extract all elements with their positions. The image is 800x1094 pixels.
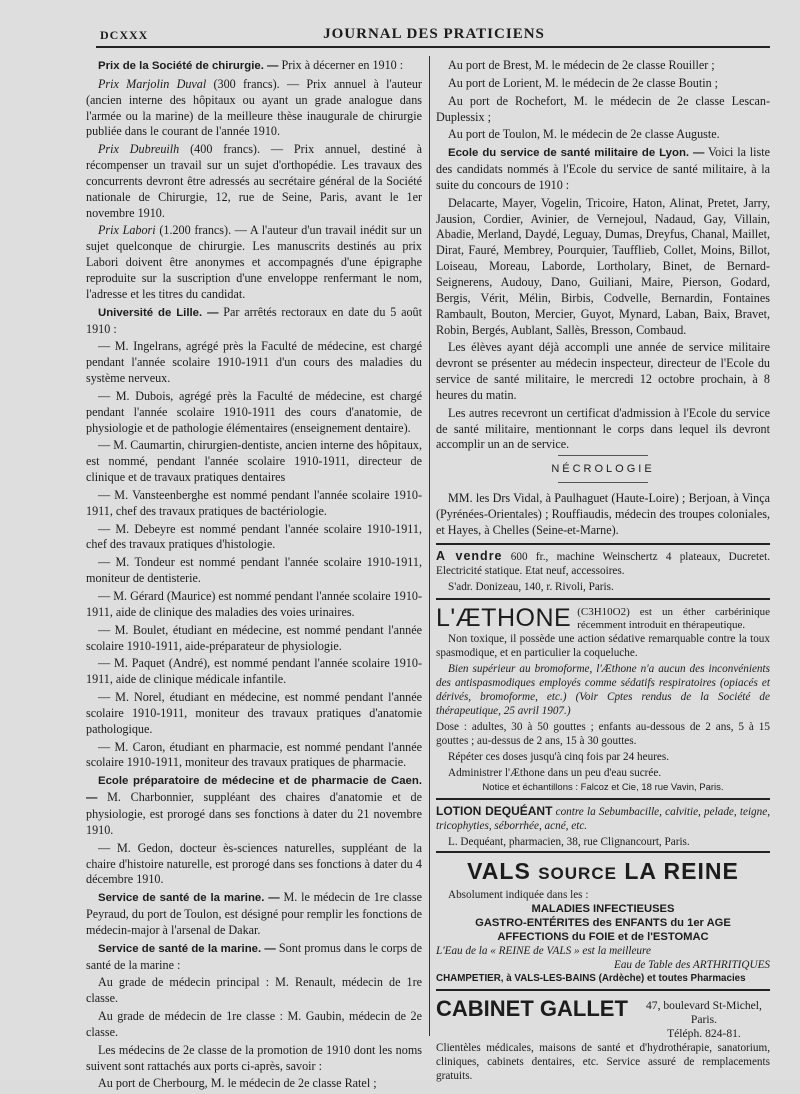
paragraph: Au grade de médecin principal : M. Renault, médecin de 1re classe. xyxy=(86,975,422,1006)
lotion-address: L. Dequéant, pharmacien, 38, rue Clignancourt, Paris. xyxy=(448,835,690,848)
paragraph: Université de Lille. — Par arrêtés rectoraux en date du 5 août 1910 : xyxy=(86,304,422,336)
ad-separator xyxy=(436,543,770,545)
paragraph: Au port de Toulon, M. le médecin de 2e classe Auguste. xyxy=(448,127,720,142)
paragraph: Prix de la Société de chirurgie. — Prix à décerner en 1910 : xyxy=(98,58,404,72)
paragraph: Au grade de médecin de 1re classe : M. Gaubin, médecin de 2e classe. xyxy=(86,1009,422,1039)
paragraph: — M. Gérard (Maurice) est nommé pendant l'année scolaire 1910-1911, aide de clinique des maladies des voies urinaires. xyxy=(86,589,422,619)
paragraph: — M. Norel, étudiant en médecine, est nommé pendant l'année scolaire 1910-1911, moniteur des travaux pratiques d'anatomie pathologique. xyxy=(86,690,422,736)
aethone-text: Non toxique, il possède une action sédative remarquable contre la toux spasmodique, et en particulier la coqueluche. xyxy=(436,632,770,659)
gallet-text: Clientèles médicales, maisons de santé et d'hydrothérapie, sanatorium, cliniques, cabinets dentaires, etc. Service assuré de remplacements gratuits. xyxy=(436,1041,770,1082)
paragraph: Au port de Rochefort, M. le médecin de 2e classe Lescan-Duplessix ; xyxy=(436,93,770,124)
necrology-title: NÉCROLOGIE xyxy=(551,463,655,476)
aethone-repeat: Répéter ces doses jusqu'à cinq fois par 24 heures. xyxy=(448,750,670,763)
paragraph: Service de santé de la marine. — Sont promus dans le corps de santé de la marine : xyxy=(86,940,422,972)
page-header xyxy=(100,26,768,46)
necrology-rule xyxy=(558,455,648,456)
vals-line: MALADIES INFECTIEUSES xyxy=(531,902,675,915)
vals-title: VALS SOURCE LA REINE xyxy=(467,857,739,884)
ad-for-sale: A vendre 600 fr., machine Weinschertz 4 plateaux, Ducretet. Electricité statique. Etat neuf, accessoires. xyxy=(436,548,770,577)
paragraph: — M. Caumartin, chirurgien-dentiste, ancien interne des hôpitaux, est nommé, pendant l'année scolaire 1910-1911, directeur de clinique et de travaux pratiques dentaires xyxy=(86,438,422,485)
paragraph: — M. Debeyre est nommé pendant l'année scolaire 1910-1911, chef des travaux pratiques d'histologie. xyxy=(86,521,422,552)
vals-line: Eau de Table des ARTHRITIQUES xyxy=(614,958,770,971)
aethone-text: Bien supérieur au bromoforme, l'Æthone n'a aucun des inconvénients des antispasmodiques employés comme sédatifs respiratoires (opiacés et dérivés, bromoforme, etc.) (Voir Cptes rendus de la Société de thérapeutique, 25 avril 1907.) xyxy=(436,662,770,717)
gallet-brand: CABINET GALLET xyxy=(436,995,628,1021)
ad-for-sale-address: S'adr. Donizeau, 140, r. Rivoli, Paris. xyxy=(448,580,614,593)
gallet-address: 47, boulevard St-Michel, Paris. Téléph. 824-81. xyxy=(645,998,762,1040)
ad-gallet-header xyxy=(436,997,770,1041)
paragraph: Prix Marjolin Duval (300 francs). — Prix annuel à l'auteur (ancien interne des hôpitaux ou ayant un grade analogue dans l'armée ou la marine) de la meilleure thèse inaugurale de chirurgie publiée dans le courant de l'année 1910. xyxy=(86,76,422,139)
paragraph: Prix Dubreuilh (400 francs). — Prix annuel, destiné à récompenser un travail sur un sujet d'orthopédie. Les travaux des concurrents devront être adressés au secrétaire général de la Société nationale de Chirurgie, 12, rue de Seine, Paris, avant le 1er novembre 1910. xyxy=(86,142,422,220)
ad-aethone-header xyxy=(436,604,770,632)
paragraph: Les médecins de 2e classe de la promotion de 1910 dont les noms suivent sont rattachés aux ports ci-après, savoir : xyxy=(86,1042,422,1073)
paragraph: Au port de Cherbourg, M. le médecin de 2e classe Ratel ; xyxy=(98,1076,377,1091)
paragraph: Les élèves ayant déjà accompli une année de service militaire devront se présenter au médecin inspecteur, directeur de l'Ecole du service de santé militaire, le mercredi 12 octobre prochain, à 8 heures du matin. xyxy=(436,340,770,402)
paragraph: — M. Ingelrans, agrégé près la Faculté de médecine, est chargé pendant l'année scolaire 1910-1911 d'un cours des maladies du système nerveux. xyxy=(86,339,422,386)
vals-line: L'Eau de la « REINE de VALS » est la meilleure xyxy=(436,944,651,957)
paragraph: — M. Tondeur est nommé pendant l'année scolaire 1910-1911, moniteur de dentisterie. xyxy=(86,555,422,586)
header-rule xyxy=(96,46,770,48)
paragraph: Au port de Lorient, M. le médecin de 2e classe Boutin ; xyxy=(448,75,719,90)
aethone-lead: (C3H10O2) est un éther carbérinique récemment introduit en thérapeutique. xyxy=(577,605,770,631)
necrology-text: MM. les Drs Vidal, à Paulhaguet (Haute-Loire) ; Berjoan, à Vinça (Pyrénées-Orientales) ; Rouffiaudis, médecin des troupes coloniales, et Hayes, à Chelles (Seine-et-Marne). xyxy=(436,491,770,537)
ad-separator xyxy=(436,598,770,600)
journal-title: JOURNAL DES PRATICIENS xyxy=(323,26,545,42)
paragraph: — M. Boulet, étudiant en médecine, est nommé pendant l'année scolaire 1910-1911, aide-préparateur de physiologie. xyxy=(86,622,422,653)
paragraph: Delacarte, Mayer, Vogelin, Tricoire, Haton, Alinat, Pretet, Jarry, Jausion, Cordier, Avinier, de Vernejoul, Nadaud, Gay, Villain, Abadie, Merland, Daydé, Leguay, Dumas, Dreyfus, Chanal, Maillet, Dirat, Fauré, Membrey, Pourquier, Taufflieb, Collet, Moins, Billot, Loiseau, Moreau, Laborde, Lortholary, Binet, de Bernard-Seignerens, Audouy, Dano, Guiliani, Maire, Pierson, Godard, Bergis, Vérit, Mélin, Birbis, Codvelle, Bernardin, Fontaines Rambault, Bouton, Mercier, Guyot, Mynard, Laban, Baix, Bravet, Robin, Bergés, Aublant, Sallès, Bresson, Combaud. xyxy=(436,195,770,337)
ad-separator xyxy=(436,798,770,800)
paragraph: Prix Labori (1.200 francs). — A l'auteur d'un travail inédit sur un sujet quelconque de chirurgie. Les manuscrits destinés au prix Labori doivent être anonymes et accompagnés d'une épigraphe reproduite sur la suscription d'une enveloppe renfermant le nom, l'adresse et les titres du candidat. xyxy=(86,223,422,301)
vals-line: GASTRO-ENTÉRITES des ENFANTS du 1er AGE xyxy=(475,916,731,929)
page-number: DCXXX xyxy=(100,28,149,42)
paragraph: Au port de Brest, M. le médecin de 2e classe Rouiller ; xyxy=(448,58,715,72)
ad-lotion: LOTION DEQUÉANT contre la Sebumbacille, calvitie, pelade, teigne, tricophyties, séborrhée, acné, etc. xyxy=(436,803,771,832)
paragraph: — M. Caron, étudiant en pharmacie, est nommé pendant l'année scolaire 1910-1911, moniteur des travaux pratiques de pharmacie. xyxy=(86,739,422,770)
aethone-brand: L'ÆTHONE xyxy=(436,603,572,632)
right-column xyxy=(436,58,770,1085)
paragraph: Service de santé de la marine. — M. le médecin de 1re classe Peyraud, du port de Toulon, est désigné pour remplir les fonctions de médecin-major à l'arsenal de Dakar. xyxy=(86,890,422,937)
ad-vals xyxy=(436,851,770,991)
paragraph: Ecole préparatoire de médecine et de pharmacie de Caen. — M. Charbonnier, suppléant des chaires d'anatomie et de physiologie, est prorogé dans ses fonctions à dater du 21 novembre 1910. xyxy=(86,775,422,837)
aethone-dose: Dose : adultes, 30 à 50 gouttes ; enfants au-dessous de 2 ans, 5 à 15 gouttes ; au-dessus de 2 ans, 15 à 30 gouttes. xyxy=(436,720,770,747)
vals-indication: Absolument indiquée dans les : xyxy=(448,888,589,901)
vals-line: AFFECTIONS du FOIE et de l'ESTOMAC xyxy=(497,930,709,943)
aethone-notice: Notice et échantillons : Falcoz et Cie, 18 rue Vavin, Paris. xyxy=(482,781,724,793)
necrology-rule xyxy=(558,482,648,483)
paragraph: — M. Gedon, docteur ès-sciences naturelles, suppléant de la chaire d'histoire naturelle, est prorogé dans ses fonctions à dater du 4 décembre 1910. xyxy=(86,840,422,887)
paragraph: Les autres recevront un certificat d'admission à l'Ecole du service de santé militaire, mentionnant le corps dans lequel ils devront accomplir un an de service. xyxy=(436,405,770,452)
paragraph: — M. Vansteenberghe est nommé pendant l'année scolaire 1910-1911, chef des travaux pratiques de bactériologie. xyxy=(86,487,422,518)
aethone-admin: Administrer l'Æthone dans un peu d'eau sucrée. xyxy=(448,766,662,779)
column-divider xyxy=(429,56,430,1036)
vals-line: CHAMPETIER, à VALS-LES-BAINS (Ardèche) et toutes Pharmacies xyxy=(436,972,746,984)
paragraph: — M. Paquet (André), est nommé pendant l'année scolaire 1910-1911, aide de clinique médicale infantile. xyxy=(86,656,422,687)
paragraph: Ecole du service de santé militaire de Lyon. — Voici la liste des candidats nommés à l'Ecole du service de santé militaire, à la suite du concours de 1910 : xyxy=(436,145,770,192)
paragraph: — M. Dubois, agrégé près la Faculté de médecine, est chargé pendant l'année scolaire 1910-1911 des cours d'anatomie, de physiologie et de pathologie élémentaires (enseignement dentaire). xyxy=(86,388,422,435)
left-column xyxy=(86,58,422,1094)
